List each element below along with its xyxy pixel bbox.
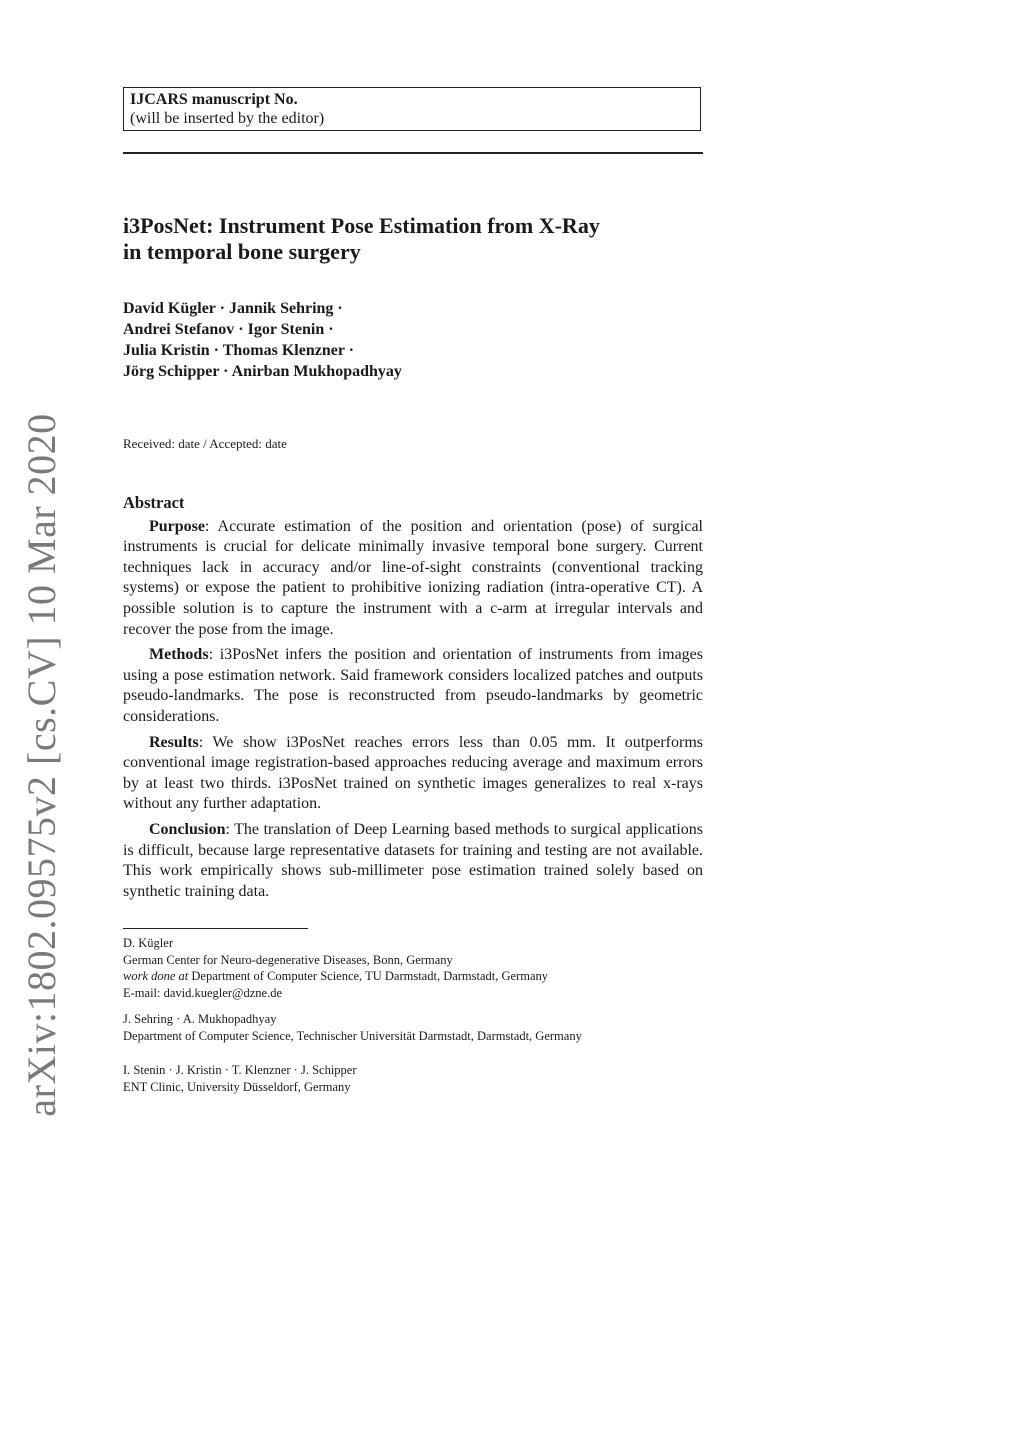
affiliation-author-name: D. Kügler: [123, 936, 173, 950]
affiliation-kuegler: [123, 935, 723, 1001]
affiliation-email: E-mail: david.kuegler@dzne.de: [123, 985, 283, 1000]
footnote-rule: [123, 928, 308, 929]
author-line: Jörg Schipper · Anirban Mukhopadhyay: [123, 363, 402, 380]
affiliations: [123, 935, 723, 1105]
author-line: Andrei Stefanov · Igor Stenin ·: [123, 321, 334, 338]
abstract-methods: [123, 645, 703, 727]
abstract-methods-text: : i3PosNet infers the position and orientation of instruments from images using a pose estimation network. Said framework considers localized patches and outputs pseudo-landmarks. The pose is reconstructed from pseudo-landmarks by geometric considerations.: [123, 646, 703, 725]
affiliation-work-done-at: work done at: [123, 969, 189, 983]
abstract: [123, 493, 703, 907]
header-rule: [123, 152, 703, 154]
author-line: David Kügler · Jannik Sehring ·: [123, 300, 343, 317]
arxiv-side-stamp: arXiv:1802.09575v2 [cs.CV] 10 Mar 2020: [19, 413, 64, 1117]
abstract-conclusion: [123, 820, 703, 902]
abstract-heading: Abstract: [123, 493, 185, 512]
author-list: [123, 298, 723, 382]
paper-title: [123, 213, 723, 265]
paper-title-line-2: in temporal bone surgery: [123, 239, 361, 264]
abstract-purpose-text: : Accurate estimation of the position and orientation (pose) of surgical instruments is crucial for delicate minimally invasive temporal bone surgery. Current techniques lack in accuracy and/or line-of-sight constraints (conventional tracking systems) or expose the patient to prohibitive ionizing radiation (intra-operative CT). A possible solution is to capture the instrument with a c-arm at irregular intervals and recover the pose from the image.: [123, 517, 703, 638]
abstract-purpose: [123, 517, 703, 641]
abstract-conclusion-label: Conclusion: [149, 820, 226, 838]
affiliation-institution: German Center for Neuro-degenerative Diseases, Bonn, Germany: [123, 952, 453, 967]
affiliation-ent-clinic: [123, 1062, 723, 1095]
abstract-results-label: Results: [149, 733, 199, 751]
affiliation-institution-secondary: [123, 968, 723, 985]
author-line: Julia Kristin · Thomas Klenzner ·: [123, 342, 354, 359]
affiliation-institution-secondary-text: Department of Computer Science, TU Darmstadt, Darmstadt, Germany: [188, 969, 549, 983]
affiliation-institution: Department of Computer Science, Technischer Universität Darmstadt, Darmstadt, Germany: [123, 1028, 582, 1043]
affiliation-author-names: J. Sehring · A. Mukhopadhyay: [123, 1012, 277, 1026]
received-accepted-dates: Received: date / Accepted: date: [123, 436, 287, 451]
manuscript-number-label: IJCARS manuscript No.: [130, 91, 298, 108]
affiliation-tu-darmstadt: [123, 1011, 723, 1044]
affiliation-author-names: I. Stenin · J. Kristin · T. Klenzner · J. Schipper: [123, 1063, 357, 1077]
abstract-conclusion-text: : The translation of Deep Learning based methods to surgical applications is difficult, because large representative datasets for training and testing are not available. This work empirically shows sub-millimeter pose estimation trained solely based on synthetic training data.: [123, 820, 703, 900]
abstract-results-text: : We show i3PosNet reaches errors less than 0.05 mm. It outperforms conventional image registration-based approaches reducing average and maximum errors by at least two thirds. i3PosNet trained on synthetic images generalizes to real x-rays without any further adaptation.: [123, 733, 703, 813]
manuscript-editor-note: (will be inserted by the editor): [130, 110, 325, 127]
affiliation-institution: ENT Clinic, University Düsseldorf, Germany: [123, 1079, 351, 1094]
abstract-methods-label: Methods: [149, 646, 209, 664]
manuscript-number-box: [123, 87, 701, 131]
abstract-results: [123, 733, 703, 815]
paper-title-line-1: i3PosNet: Instrument Pose Estimation from X-Ray: [123, 213, 600, 238]
abstract-purpose-label: Purpose: [149, 517, 205, 535]
